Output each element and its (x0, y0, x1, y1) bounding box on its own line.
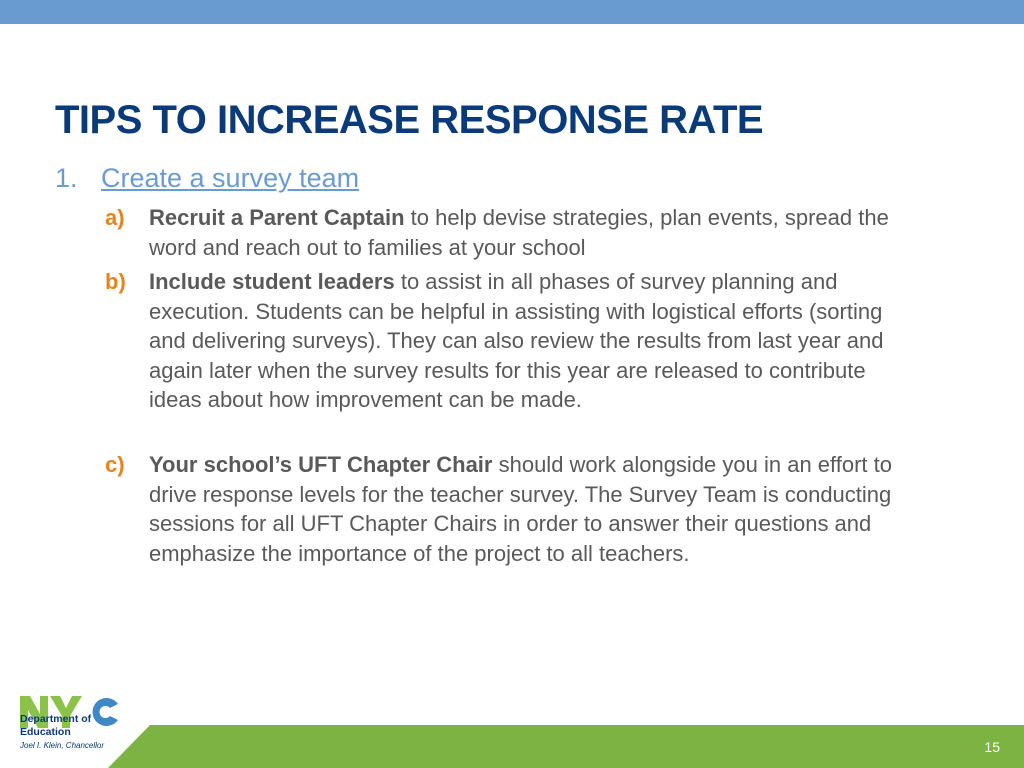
sub-item-body: to help devise strategies, plan events, spread the word and reach out to families at your school (149, 205, 889, 260)
sub-item-text (149, 450, 905, 568)
logo-department-text: Department of (20, 713, 92, 725)
list-item-1 (55, 163, 359, 194)
logo-chancellor-text: Joel I. Klein, Chancellor (20, 741, 105, 750)
sub-item-a (105, 203, 905, 262)
create-survey-team-link[interactable]: Create a survey team (101, 163, 360, 193)
top-accent-bar (0, 0, 1024, 24)
sub-item-body: to assist in all phases of survey planning and execution. Students can be helpful in assisting with logistical efforts (sorting and delivering surveys). They can also review the results from last year and again later when the survey results for this year are released to contribute ideas about how improvement can be made. (149, 269, 884, 412)
sub-item-letter: b) (105, 269, 126, 294)
sub-item-b (105, 267, 905, 415)
sub-item-lead: Include student leaders (149, 269, 395, 294)
sub-item-text (149, 203, 905, 262)
sub-item-c (105, 450, 905, 568)
slide-title: TIPS TO INCREASE RESPONSE RATE (55, 98, 764, 142)
logo-education-text: Education (20, 726, 71, 738)
sub-item-text (149, 267, 905, 415)
sub-item-letter: c) (105, 452, 125, 477)
sub-item-letter: a) (105, 205, 125, 230)
sub-item-body: should work alongside you in an effort to drive response levels for the teacher survey. The Survey Team is conducting sessions for all UFT Chapter Chairs in order to answer their questions and emphasize the importance of the project to all teachers. (149, 452, 892, 566)
sub-item-lead: Recruit a Parent Captain (149, 205, 405, 230)
page-number: 15 (984, 739, 1000, 755)
bottom-green-band (0, 725, 1024, 768)
sub-item-lead: Your school’s UFT Chapter Chair (149, 452, 493, 477)
list-item-number: 1. (55, 163, 78, 193)
